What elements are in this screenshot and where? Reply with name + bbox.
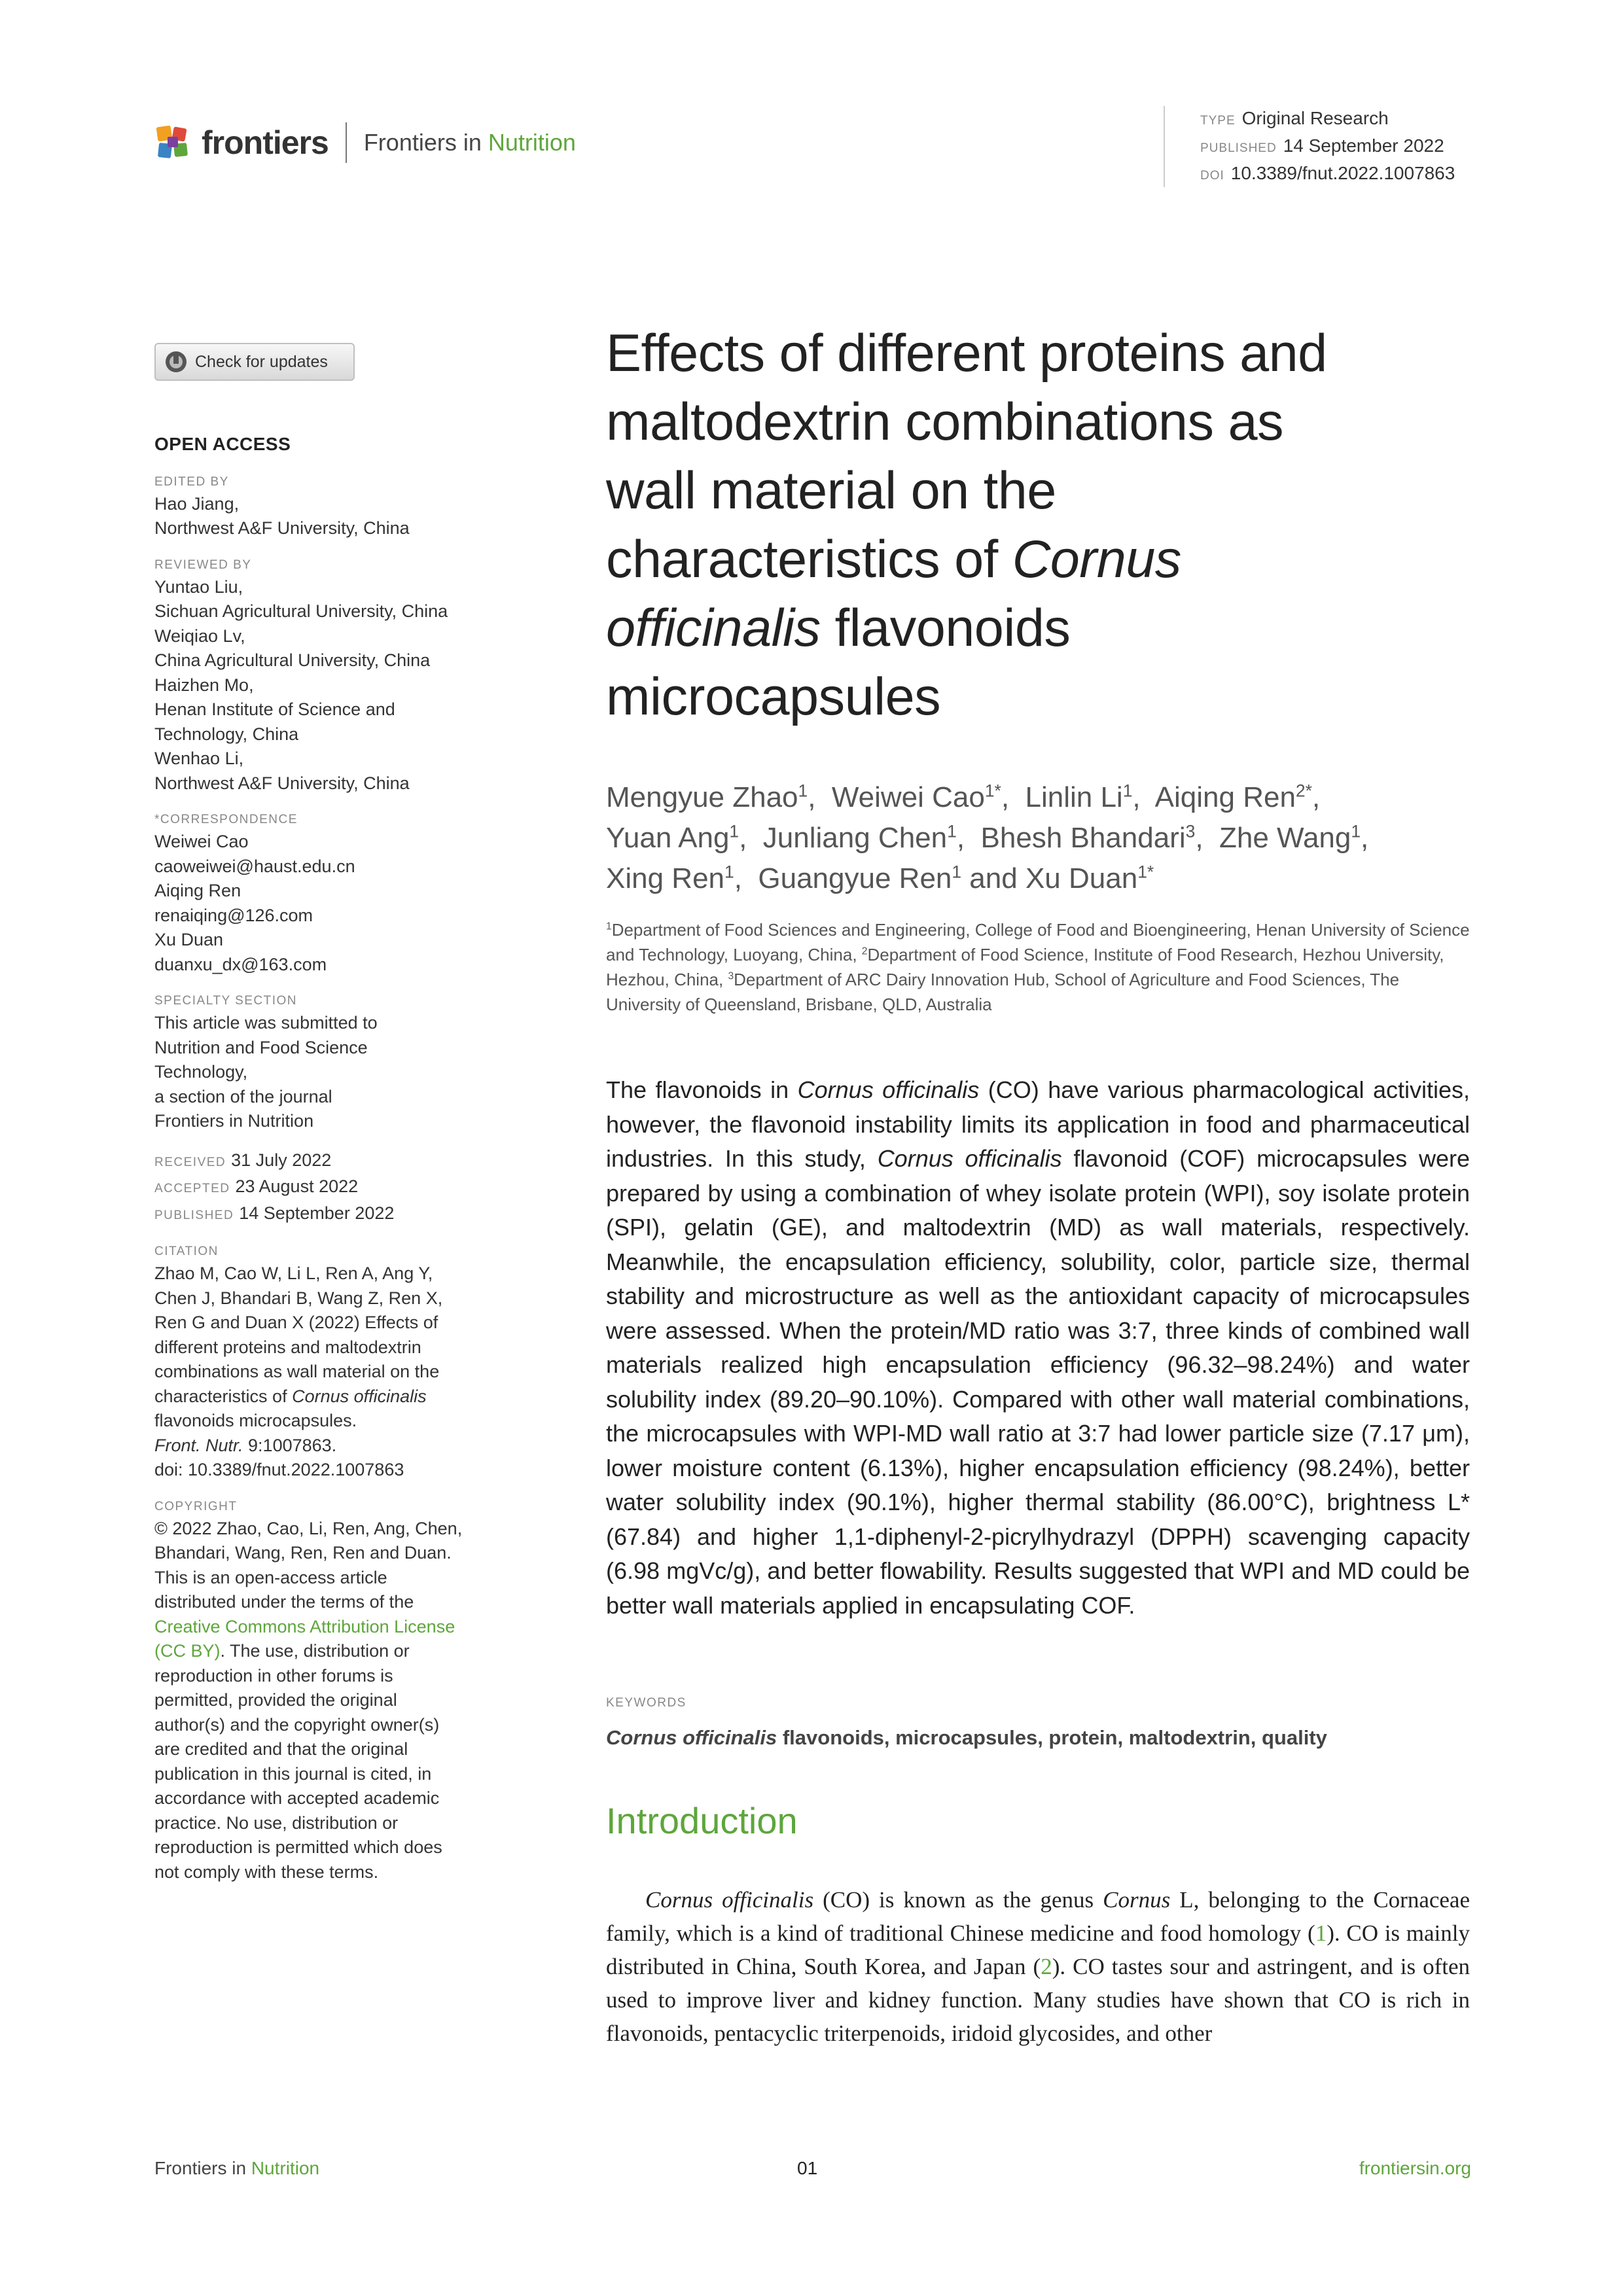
article-title: Effects of different proteins and maltodextrin combinations as wall material on the characteristics of Cornus officinalis flavonoids microcapsules [606,324,1327,726]
author[interactable]: Bhesh Bhandari$^3$ [980,821,1196,854]
copyright-line: (CC BY). The use, distribution or [154,1641,410,1661]
accepted-date: ACCEPTED 23 August 2022 [154,1176,359,1196]
author[interactable]: Guangyue Ren$^1$ [758,862,962,894]
reviewer-line: Wenhao Li, [154,749,244,768]
citation-label: CITATION [154,1245,219,1258]
abstract: The flavonoids in Cornus officinalis (CO) have various pharmacological activities, however, the flavonoid instability limits its application in food and pharmaceutical industries. In this study, Cornus officinalis flavonoid (COF) microcapsules were prepared by using a combination of whey isolate protein (WPI), soy isolate protein (SPI), gelatin (GE), and maltodextrin (MD) as wall materials, respectively. Meanwhile, the encapsulation efficiency, solubility, color, particle size, thermal stability and microstructure as well as the antioxidant capacity of microcapsules were assessed. When the protein/MD ratio was 3:7, three kinds of combined wall materials realized high encapsulation efficiency (96.32–98.24%) and water solubility index (89.20–90.10%). Compared with other wall material combinations, the microcapsules with WPI-MD wall ratio at 3:7 had lower particle size (7.17 μm), lower moisture content (6.13%), higher encapsulation efficiency (98.24%), better water solubility index (90.1%), higher thermal stability (86.00°C), brightness L* (67.84) and higher 1,1-diphenyl-2-picrylhydrazyl (DPPH) scavenging capacity (6.98 mgVc/g), and better flowability. Results suggested that WPI and MD could be better wall materials applied in encapsulating COF. [606,1076,1470,1619]
author[interactable]: Xing Ren$^1$ [606,862,734,894]
keywords: Cornus officinalis flavonoids, microcapsules, protein, maltodextrin, quality [606,1726,1327,1749]
citation-line: flavonoids microcapsules. [154,1411,357,1430]
reviewer-line: China Agricultural University, China [154,650,431,670]
citation-line: different proteins and maltodextrin [154,1337,421,1357]
copyright-line: accordance with accepted academic [154,1788,440,1808]
editor-affiliation: Northwest A&F University, China [154,518,410,538]
check-updates-label: Check for updates [195,352,328,371]
copyright-line: This is an open-access article [154,1567,387,1587]
copyright-line: reproduction is permitted which does [154,1837,442,1857]
author[interactable]: Weiwei Cao$^{1*}$ [831,781,1001,813]
citation-line: Zhao M, Cao W, Li L, Ren A, Ang Y, [154,1263,433,1283]
author[interactable]: Xu Duan$^{1*}$ [1025,862,1154,894]
copyright-line: author(s) and the copyright owner(s) [154,1714,440,1735]
reference-link[interactable]: 2 [1041,1954,1052,1979]
specialty-line: Frontiers in Nutrition [154,1111,314,1131]
citation-line: Front. Nutr. 9:1007863. [154,1435,337,1455]
copyright-line: distributed under the terms of the [154,1592,414,1612]
specialty-line: a section of the journal [154,1086,332,1106]
page-number: 01 [797,2158,818,2178]
specialty-line: This article was submitted to [154,1013,378,1033]
footer-site-link[interactable]: frontiersin.org [1359,2158,1471,2178]
author[interactable]: Zhe Wang$^1$ [1219,821,1361,854]
copyright-line: not comply with these terms. [154,1862,379,1882]
editor-name: Hao Jiang, [154,493,240,514]
frontiers-logo-icon [154,124,192,162]
author[interactable]: Aiqing Ren$^{2*}$ [1154,781,1312,813]
citation-line: Chen J, Bhandari B, Wang Z, Ren X, [154,1288,443,1308]
article-meta [1164,106,1455,187]
footer-journal-name: Frontiers in Nutrition [154,2158,320,2178]
check-for-updates-button[interactable] [154,343,355,381]
author[interactable]: Linlin Li$^1$ [1025,781,1133,813]
reviewer-line: Technology, China [154,724,299,744]
reviewer-line: Yuntao Liu, [154,576,243,597]
reviewer-line: Henan Institute of Science and [154,699,395,719]
correspondence-label: *CORRESPONDENCE [154,813,298,826]
logo-divider [346,122,347,163]
copyright-line: Bhandari, Wang, Ren, Ren and Duan. [154,1543,452,1563]
copyright-line: permitted, provided the original [154,1690,397,1710]
meta-type: TYPE Original Research [1200,108,1389,128]
correspondent-name: Aiqing Ren [154,881,241,900]
citation-doi: doi: 10.3389/fnut.2022.1007863 [154,1460,404,1479]
reviewer-line: Northwest A&F University, China [154,773,410,793]
citation-line: characteristics of Cornus officinalis [154,1386,427,1406]
author-list: Mengyue Zhao$^1$, Weiwei Cao$^{1*}$, Linlin Li$^1$, Aiqing Ren$^{2*}$, Yuan Ang$^1$, Junliang Chen$^1$, Bhesh Bhandari$^3$, Zhe Wang$^1$, Xing Ren$^1$, Guangyue Ren$^1$ and Xu Duan$^{1*}$ [606,781,1369,894]
meta-doi[interactable]: DOI 10.3389/fnut.2022.1007863 [1200,163,1455,183]
correspondent-email[interactable]: duanxu_dx@163.com [154,954,327,974]
copyright-label: COPYRIGHT [154,1499,238,1513]
reference-link[interactable]: 1 [1315,1920,1327,1946]
copyright-line: © 2022 Zhao, Cao, Li, Ren, Ang, Chen, [154,1518,463,1538]
author[interactable]: Junliang Chen$^1$ [762,821,957,854]
journal-name: Frontiers in Nutrition [363,129,576,156]
copyright-line: reproduction in other forums is [154,1665,393,1686]
reviewed-by-label: REVIEWED BY [154,557,252,572]
correspondent-name: Weiwei Cao [154,832,249,851]
correspondent-email[interactable]: caoweiwei@haust.edu.cn [154,856,355,876]
copyright-line: publication in this journal is cited, in [154,1763,432,1784]
correspondent-name: Xu Duan [154,930,224,949]
copyright-line: practice. No use, distribution or [154,1812,399,1833]
citation-line: combinations as wall material on the [154,1362,440,1381]
cc-by-link[interactable]: (CC BY) [154,1641,221,1661]
cc-license-link[interactable]: Creative Commons Attribution License [154,1616,455,1636]
edited-by-label: EDITED BY [154,474,229,489]
correspondent-email[interactable]: renaiqing@126.com [154,905,313,925]
article-info-sidebar [154,432,521,1884]
published-date: PUBLISHED 14 September 2022 [154,1203,395,1223]
specialty-line: Technology, [154,1062,248,1082]
keywords-label: KEYWORDS [606,1696,687,1710]
specialty-section-label: SPECIALTY SECTION [154,994,298,1008]
reviewer-line: Sichuan Agricultural University, China [154,601,448,621]
journal-logo[interactable] [154,122,576,164]
specialty-line: Nutrition and Food Science [154,1037,368,1057]
check-updates-icon [164,349,188,374]
author[interactable]: Mengyue Zhao$^1$ [606,781,808,813]
brand-name: frontiers [202,124,329,161]
affiliations: $^1$Department of Food Sciences and Engineering, College of Food and Bioengineering, Henan University of Science and Technology, Luoyang, China, $^2$Department of Food Science, Institute of Food Research, Hezhou University, Hezhou, China, $^3$Department of ARC Dairy Innovation Hub, School of Agriculture and Food Sciences, The University of Queensland, Brisbane, QLD, Australia [606,920,1470,1014]
reviewer-line: Weiqiao Lv, [154,626,245,646]
meta-published: PUBLISHED 14 September 2022 [1200,135,1444,156]
citation-line: Ren G and Duan X (2022) Effects of [154,1313,438,1332]
section-heading-introduction: Introduction [606,1800,798,1841]
reviewer-line: Haizhen Mo, [154,675,254,695]
author[interactable]: Yuan Ang$^1$ [606,821,740,854]
copyright-line: are credited and that the original [154,1739,408,1759]
introduction-text: Cornus officinalis (CO) is known as the genus Cornus L, belonging to the Cornaceae family, which is a kind of traditional Chinese medicine and food homology (1). CO is mainly distributed in China, South Korea, and Japan (2). CO tastes sour and astringent, and is often used to improve liver and kidney function. Many studies have shown that CO is rich in flavonoids, pentacyclic triterpenoids, iridoid glycosides, and other [606,1887,1471,2046]
open-access-label: OPEN ACCESS [154,434,291,454]
received-date: RECEIVED 31 July 2022 [154,1150,332,1170]
